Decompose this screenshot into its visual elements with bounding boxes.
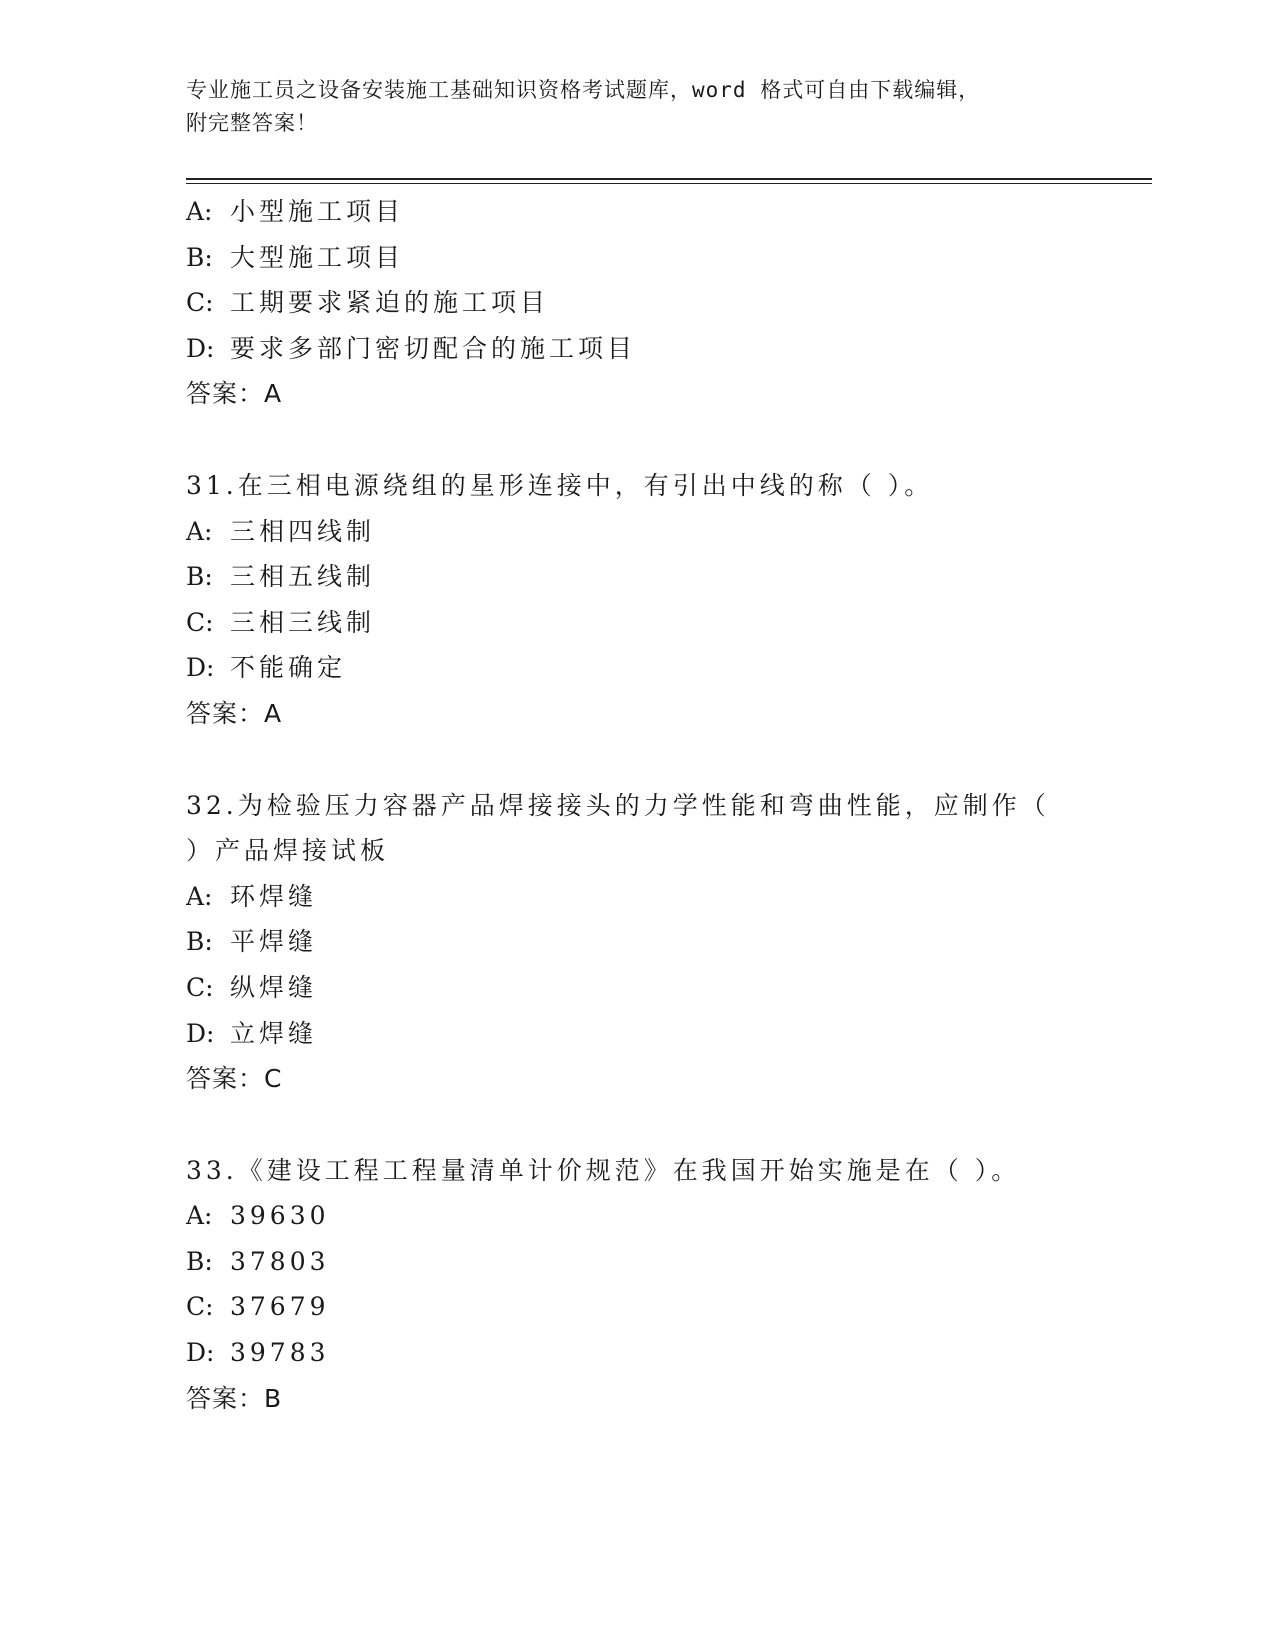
option-a: A: 小型施工项目 [186,197,405,226]
option-d: D: 39783 [186,1338,330,1368]
answer-line: 答案：A [186,379,283,409]
option-a: A: 三相四线制 [186,516,376,546]
option-b: B: 37803 [186,1246,330,1276]
option-c: C: 工期要求紧迫的施工项目 [186,288,550,318]
spacer [186,737,1152,783]
question-block-33 [186,1148,1152,1422]
option-a: A: 环焊缝 [186,881,318,911]
option-c: C: 纵焊缝 [186,972,318,1002]
option-d: D: 要求多部门密切配合的施工项目 [186,333,637,363]
option-c: C: 37679 [186,1292,330,1322]
question-stem-continued: ）产品焊接试板 [186,836,390,866]
header-line-2: 附完整答案！ [186,111,318,135]
header-divider-thin [186,183,1152,184]
spacer [186,1102,1152,1148]
answer-line: 答案：B [186,1383,283,1413]
header-divider-thick [186,178,1152,180]
document-header [186,74,1086,140]
option-b: B: 三相五线制 [186,562,376,592]
answer-line: 答案：C [186,1064,283,1094]
option-a: A: 39630 [186,1201,330,1231]
option-b: B: 大型施工项目 [186,242,405,272]
question-block-31 [186,463,1152,737]
option-d: D: 立焊缝 [186,1018,318,1048]
header-line-1: 专业施工员之设备安装施工基础知识资格考试题库，word 格式可自由下载编辑， [186,78,981,102]
question-list [186,189,1152,1421]
question-stem: 31.在三相电源绕组的星形连接中，有引出中线的称（ ）。 [186,470,934,500]
option-c: C: 三相三线制 [186,607,376,637]
spacer [186,417,1152,463]
option-d: D: 不能确定 [186,653,347,683]
answer-line: 答案：A [186,698,283,728]
option-b: B: 平焊缝 [186,927,318,957]
question-stem: 32.为检验压力容器产品焊接接头的力学性能和弯曲性能，应制作（ [186,790,1050,820]
question-block-partial [186,189,1152,417]
question-stem: 33.《建设工程工程量清单计价规范》在我国开始实施是在（ ）。 [186,1155,1021,1185]
question-block-32 [186,783,1152,1102]
